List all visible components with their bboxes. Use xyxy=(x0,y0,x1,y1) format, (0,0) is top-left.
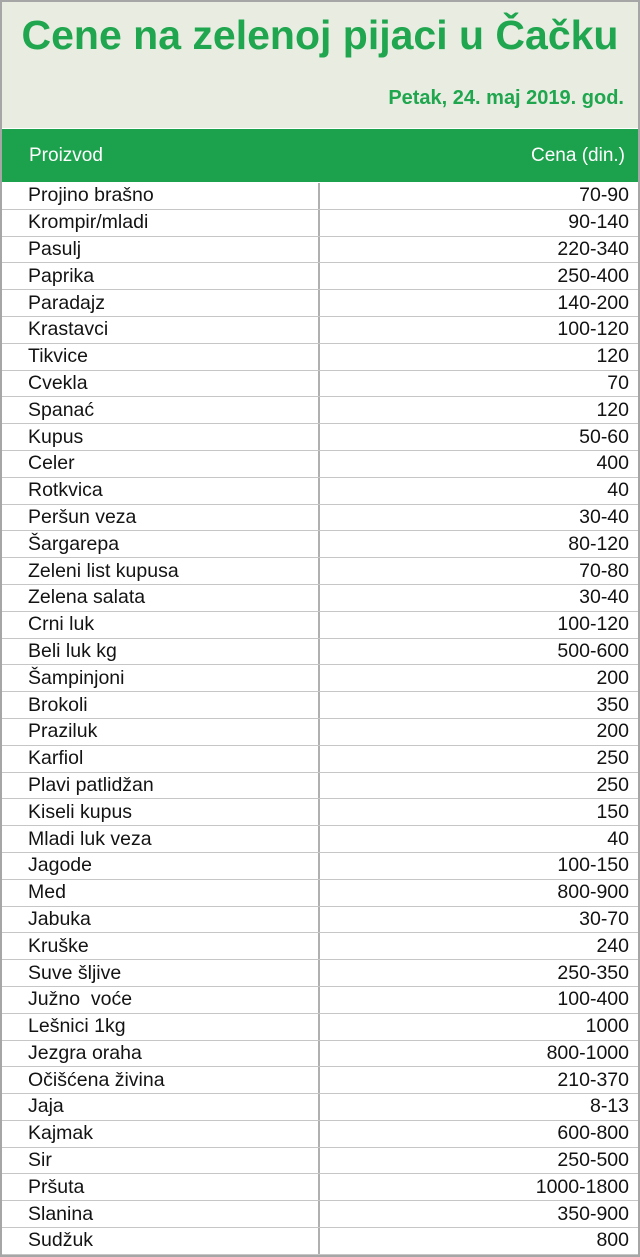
product-name-cell: Lešnici 1kg xyxy=(2,1014,320,1040)
table-row xyxy=(2,371,638,398)
table-row xyxy=(2,1148,638,1175)
product-price-cell: 30-40 xyxy=(579,586,629,609)
product-name-cell: Paradajz xyxy=(2,290,320,316)
product-price-cell: 40 xyxy=(607,827,629,850)
product-name-cell: Rotkvica xyxy=(2,478,320,504)
table-row xyxy=(2,1094,638,1121)
product-name-cell: Plavi patlidžan xyxy=(2,773,320,799)
product-name-cell: Jaja xyxy=(2,1094,320,1120)
product-price-cell: 250-400 xyxy=(557,264,629,287)
product-name-cell: Praziluk xyxy=(2,719,320,745)
product-name-cell: Tikvice xyxy=(2,344,320,370)
table-row xyxy=(2,1174,638,1201)
product-price-cell: 1000-1800 xyxy=(535,1175,629,1198)
table-row xyxy=(2,1067,638,1094)
product-price-cell: 600-800 xyxy=(557,1122,629,1145)
product-name-cell: Pasulj xyxy=(2,237,320,263)
table-row xyxy=(2,424,638,451)
table-row xyxy=(2,317,638,344)
product-name-cell: Šargarepa xyxy=(2,531,320,557)
table-row xyxy=(2,746,638,773)
product-name-cell: Sudžuk xyxy=(2,1228,320,1254)
product-name-cell: Krompir/mladi xyxy=(2,210,320,236)
product-name-cell: Brokoli xyxy=(2,692,320,718)
table-row xyxy=(2,210,638,237)
product-name-cell: Spanać xyxy=(2,397,320,423)
table-row xyxy=(2,344,638,371)
page-header xyxy=(2,2,638,128)
product-name-cell: Suve šljive xyxy=(2,960,320,986)
product-name-cell: Kiseli kupus xyxy=(2,799,320,825)
table-row xyxy=(2,719,638,746)
product-price-cell: 70 xyxy=(607,371,629,394)
product-name-cell: Beli luk kg xyxy=(2,639,320,665)
table-row xyxy=(2,1228,638,1255)
column-header-product: Proizvod xyxy=(29,144,103,166)
product-price-cell: 200 xyxy=(596,720,629,743)
table-row xyxy=(2,960,638,987)
product-price-cell: 50-60 xyxy=(579,425,629,448)
product-price-cell: 30-40 xyxy=(579,505,629,528)
product-price-cell: 1000 xyxy=(585,1015,629,1038)
table-row xyxy=(2,263,638,290)
product-name-cell: Peršun veza xyxy=(2,505,320,531)
table-row xyxy=(2,1041,638,1068)
product-price-cell: 350 xyxy=(596,693,629,716)
table-row xyxy=(2,397,638,424)
product-price-cell: 100-400 xyxy=(557,988,629,1011)
table-row xyxy=(2,612,638,639)
product-price-cell: 40 xyxy=(607,479,629,502)
product-price-cell: 350-900 xyxy=(557,1202,629,1225)
table-row xyxy=(2,1201,638,1228)
table-row xyxy=(2,451,638,478)
product-name-cell: Kruške xyxy=(2,933,320,959)
product-price-cell: 120 xyxy=(596,398,629,421)
product-name-cell: Jabuka xyxy=(2,907,320,933)
page-title: Cene na zelenoj pijaci u Čačku xyxy=(21,12,619,58)
table-row xyxy=(2,585,638,612)
product-name-cell: Kupus xyxy=(2,424,320,450)
product-name-cell: Jezgra oraha xyxy=(2,1041,320,1067)
table-body xyxy=(2,183,638,1255)
product-name-cell: Med xyxy=(2,880,320,906)
product-price-cell: 80-120 xyxy=(568,532,629,555)
product-name-cell: Južno voće xyxy=(2,987,320,1013)
product-price-cell: 150 xyxy=(596,800,629,823)
product-price-cell: 120 xyxy=(596,345,629,368)
table-row xyxy=(2,237,638,264)
table-row xyxy=(2,505,638,532)
product-price-cell: 100-120 xyxy=(557,318,629,341)
table-row xyxy=(2,639,638,666)
product-name-cell: Crni luk xyxy=(2,612,320,638)
product-name-cell: Zeleni list kupusa xyxy=(2,558,320,584)
product-price-cell: 250 xyxy=(596,747,629,770)
product-name-cell: Očišćena živina xyxy=(2,1067,320,1093)
product-name-cell: Zelena salata xyxy=(2,585,320,611)
product-price-cell: 800-1000 xyxy=(546,1041,629,1064)
product-price-cell: 100-120 xyxy=(557,613,629,636)
product-price-cell: 30-70 xyxy=(579,907,629,930)
table-row xyxy=(2,665,638,692)
table-row xyxy=(2,773,638,800)
product-name-cell: Šampinjoni xyxy=(2,665,320,691)
product-name-cell: Sir xyxy=(2,1148,320,1174)
product-price-cell: 400 xyxy=(596,452,629,475)
product-name-cell: Paprika xyxy=(2,263,320,289)
date-label: Petak, 24. maj 2019. god. xyxy=(388,87,624,109)
product-name-cell: Krastavci xyxy=(2,317,320,343)
product-price-cell: 70-90 xyxy=(579,184,629,207)
product-name-cell: Pršuta xyxy=(2,1174,320,1200)
table-row xyxy=(2,531,638,558)
table-row xyxy=(2,853,638,880)
product-name-cell: Celer xyxy=(2,451,320,477)
product-name-cell: Jagode xyxy=(2,853,320,879)
table-row xyxy=(2,1121,638,1148)
product-name-cell: Mladi luk veza xyxy=(2,826,320,852)
product-price-cell: 250-350 xyxy=(557,961,629,984)
product-name-cell: Slanina xyxy=(2,1201,320,1227)
table-row xyxy=(2,183,638,210)
product-price-cell: 240 xyxy=(596,934,629,957)
product-price-cell: 90-140 xyxy=(568,211,629,234)
product-price-cell: 800 xyxy=(596,1229,629,1252)
product-price-cell: 8-13 xyxy=(589,1095,629,1118)
product-name-cell: Kajmak xyxy=(2,1121,320,1147)
product-price-cell: 220-340 xyxy=(557,237,629,260)
table-row xyxy=(2,290,638,317)
product-price-cell: 70-80 xyxy=(579,559,629,582)
table-row xyxy=(2,558,638,585)
product-name-cell: Cvekla xyxy=(2,371,320,397)
table-header-row xyxy=(2,129,638,182)
product-price-cell: 140-200 xyxy=(557,291,629,314)
table-row xyxy=(2,933,638,960)
product-price-cell: 250 xyxy=(596,773,629,796)
table-row xyxy=(2,478,638,505)
table-row xyxy=(2,1014,638,1041)
table-row xyxy=(2,826,638,853)
table-row xyxy=(2,907,638,934)
product-price-cell: 210-370 xyxy=(557,1068,629,1091)
product-price-cell: 200 xyxy=(596,666,629,689)
column-header-price: Cena (din.) xyxy=(531,144,625,166)
table-row xyxy=(2,799,638,826)
product-price-cell: 800-900 xyxy=(557,881,629,904)
product-price-cell: 500-600 xyxy=(557,639,629,662)
product-price-cell: 250-500 xyxy=(557,1149,629,1172)
table-row xyxy=(2,987,638,1014)
product-name-cell: Karfiol xyxy=(2,746,320,772)
table-row xyxy=(2,692,638,719)
table-row xyxy=(2,880,638,907)
product-price-cell: 100-150 xyxy=(557,854,629,877)
product-name-cell: Projino brašno xyxy=(2,183,320,209)
